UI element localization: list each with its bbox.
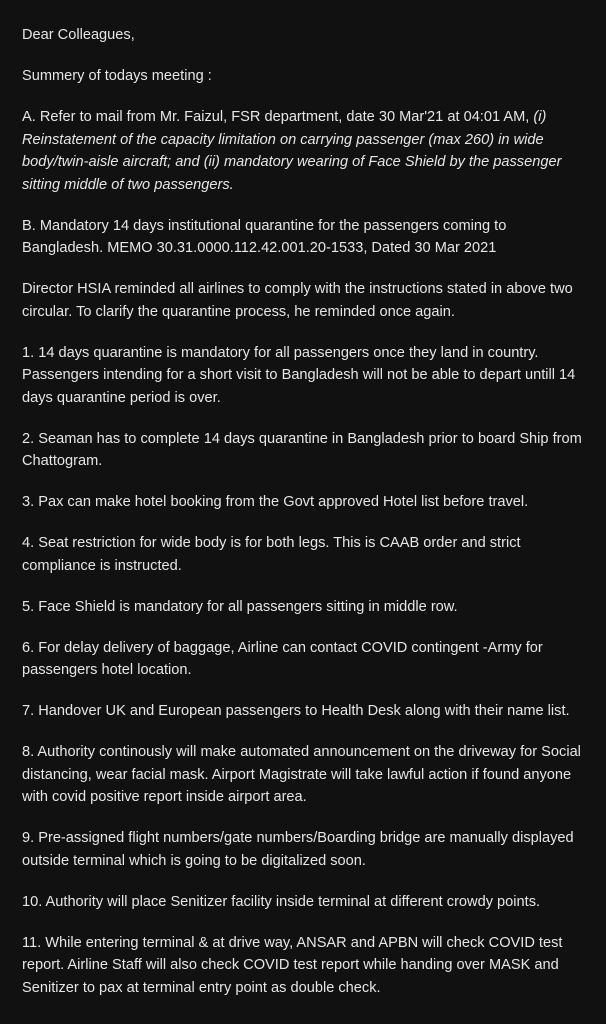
director-note: Director HSIA reminded all airlines to comply with the instructions stated in above two circular. To clarify the quarantine process, he reminded once again. [22, 281, 573, 320]
point-8: 8. Authority continously will make automated announcement on the driveway for Social distancing, wear facial mask. Airport Magistrate will take lawful action if found anyone with covid positive report inside airport area. [22, 744, 581, 805]
point-1: 1. 14 days quarantine is mandatory for all passengers once they land in country. Passengers intending for a short visit to Bangladesh will not be able to depart untill 14 days quarantine period is over. [22, 344, 576, 406]
point-7: 7. Handover UK and European passengers to Health Desk along with their name list. [22, 703, 570, 719]
paragraph-a [22, 106, 588, 196]
point-6: 6. For delay delivery of baggage, Airline can contact COVID contingent -Army for passengers hotel location. [22, 639, 543, 678]
point-4: 4. Seat restriction for wide body is for both legs. This is CAAB order and strict compliance is instructed. [22, 535, 521, 574]
point-9: 9. Pre-assigned flight numbers/gate numbers/Boarding bridge are manually displayed outside terminal which is going to be digitalized soon. [22, 830, 574, 869]
subject-line: Summery of todays meeting : [22, 68, 212, 84]
point-10: 10. Authority will place Senitizer facility inside terminal at different crowdy points. [22, 893, 541, 910]
paragraph-a-lead: A. Refer to mail from Mr. Faizul, FSR department, date 30 Mar'21 at 04:01 AM, [22, 109, 534, 125]
paragraph-a-italic: (i) Reinstatement of the capacity limitation on carrying passenger (max 260) in wide body/twin-aisle aircraft; and (ii) mandatory wearing of Face Shield by the passenger sitting middle of two passengers. [22, 109, 562, 193]
point-5: 5. Face Shield is mandatory for all passengers sitting in middle row. [22, 598, 458, 615]
point-3: 3. Pax can make hotel booking from the Govt approved Hotel list before travel. [22, 494, 529, 510]
point-11: 11. While entering terminal & at drive way, ANSAR and APBN will check COVID test report. Airline Staff will also check COVID test report while handing over MASK and Senitizer to pax at terminal entry point as double check. [22, 934, 563, 996]
greeting: Dear Colleagues, [22, 27, 135, 43]
point-2: 2. Seaman has to complete 14 days quarantine in Bangladesh prior to board Ship from Chattogram. [22, 430, 582, 469]
paragraph-b: B. Mandatory 14 days institutional quarantine for the passengers coming to Bangladesh. MEMO 30.31.0000.112.42.001.20-1533, Dated 30 Mar 2021 [22, 217, 507, 256]
